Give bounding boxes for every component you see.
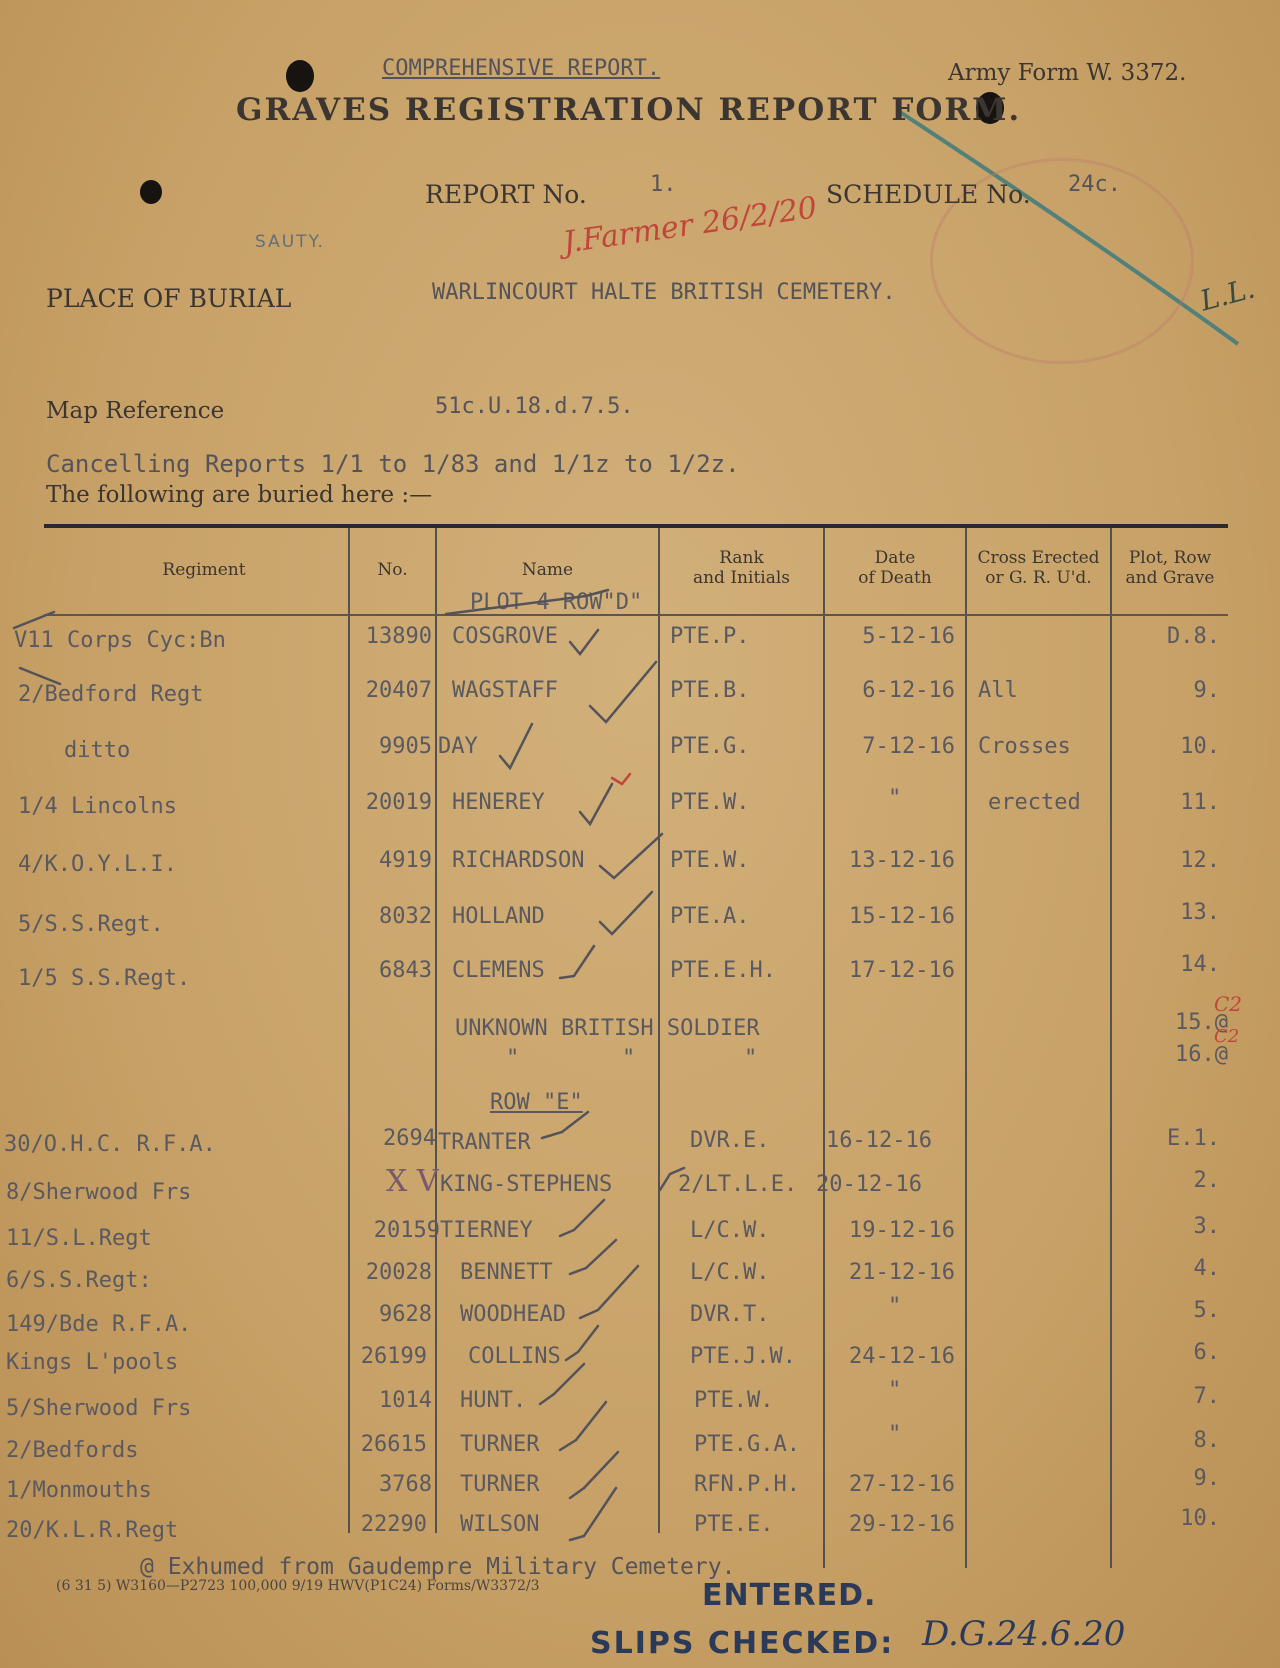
- slips-checked-initials: D.G.24.6.20: [922, 1614, 1126, 1654]
- date-cell: ": [888, 1378, 902, 1403]
- name-cell: WILSON: [460, 1512, 540, 1537]
- grave-cell: 3.: [1193, 1214, 1220, 1239]
- rank-cell: DVR.E.: [690, 1128, 770, 1153]
- name-cell: TURNER: [460, 1472, 540, 1497]
- grave-cell: 16.@: [1175, 1042, 1228, 1067]
- regiment-cell: 149/Bde R.F.A.: [6, 1312, 192, 1337]
- header-rank-line2: and Initials: [692, 568, 791, 588]
- name-cell: TURNER: [460, 1432, 540, 1457]
- date-cell: 15-12-16: [849, 904, 955, 929]
- grave-cell: 7.: [1193, 1384, 1220, 1409]
- entered-stamp: ENTERED.: [702, 1578, 877, 1613]
- rank-cell: PTE.W.: [670, 848, 750, 873]
- name-cell: WOODHEAD: [460, 1302, 566, 1327]
- red-pencil-signature: J.Farmer 26/2/20: [560, 190, 820, 261]
- number-cell: 9628: [379, 1302, 432, 1327]
- number-cell: 20019: [365, 790, 432, 815]
- regiment-cell: 2/Bedfords: [6, 1438, 139, 1463]
- rank-cell: PTE.J.W.: [690, 1344, 796, 1369]
- date-cell: 6-12-16: [862, 678, 955, 703]
- rank-cell: PTE.A.: [670, 904, 750, 929]
- grave-cell: 13.: [1180, 900, 1220, 925]
- rank-cell: PTE.E.: [694, 1512, 774, 1537]
- name-cell: HENEREY: [452, 790, 545, 815]
- name-cell: COLLINS: [468, 1344, 561, 1369]
- name-cell: TRANTER: [438, 1130, 531, 1155]
- following-buried-line: The following are buried here :—: [46, 482, 433, 508]
- date-cell: 7-12-16: [862, 734, 955, 759]
- schedule-number-label: SCHEDULE No.: [826, 180, 1031, 209]
- report-number-value: 1.: [650, 172, 677, 197]
- handwritten-initials: L.L.: [1196, 271, 1259, 318]
- exhumed-footnote: @ Exhumed from Gaudempre Military Cemetery.: [140, 1554, 736, 1580]
- regiment-cell: 2/Bedford Regt: [18, 682, 204, 707]
- date-cell: 17-12-16: [849, 958, 955, 983]
- grave-cell: 12.: [1180, 848, 1220, 873]
- date-cell: 16-12-16: [826, 1128, 932, 1153]
- regiment-cell: 11/S.L.Regt: [6, 1226, 152, 1251]
- report-number-label: REPORT No.: [425, 180, 587, 209]
- regiment-cell: 4/K.O.Y.L.I.: [18, 852, 177, 877]
- number-cell: 1014: [379, 1388, 432, 1413]
- rank-cell: PTE.W.: [694, 1388, 774, 1413]
- name-cell: HOLLAND: [452, 904, 545, 929]
- unknown-soldier-line: UNKNOWN BRITISH SOLDIER: [455, 1016, 760, 1041]
- grave-cell: 9.: [1193, 1466, 1220, 1491]
- date-cell: 19-12-16: [849, 1218, 955, 1243]
- date-cell: ": [888, 786, 902, 811]
- number-cell: 13890: [365, 624, 432, 649]
- number-cell: 26615: [360, 1432, 427, 1457]
- rank-cell: L/C.W.: [690, 1260, 770, 1285]
- rank-cell: PTE.P.: [670, 624, 750, 649]
- date-cell: 13-12-16: [849, 848, 955, 873]
- form-title: GRAVES REGISTRATION REPORT FORM.: [236, 92, 1022, 128]
- date-cell: ": [888, 1294, 902, 1319]
- cancelling-reports-line: Cancelling Reports 1/1 to 1/83 and 1/1z to 1/2z.: [46, 450, 740, 478]
- rank-cell: 2/LT.L.E.: [678, 1172, 798, 1197]
- rank-cell: PTE.E.H.: [670, 958, 776, 983]
- grave-cell: 5.: [1193, 1298, 1220, 1323]
- regiment-cell: 1/4 Lincolns: [18, 794, 177, 819]
- name-cell: HUNT.: [460, 1388, 527, 1413]
- regiment-cell: 30/O.H.C. R.F.A.: [4, 1132, 216, 1157]
- regiment-cell: 5/Sherwood Frs: [6, 1396, 192, 1421]
- grave-cell: 14.: [1180, 952, 1220, 977]
- grave-cell: D.8.: [1167, 624, 1220, 649]
- grave-cell: E.1.: [1167, 1126, 1220, 1151]
- number-cell: 20159: [373, 1218, 440, 1243]
- grave-cell: 2.: [1193, 1168, 1220, 1193]
- header-date-line2: of Death: [858, 568, 932, 588]
- header-number: No.: [377, 560, 408, 580]
- cross-cell: Crosses: [978, 734, 1071, 759]
- grave-cell: 11.: [1180, 790, 1220, 815]
- grave-cell: 4.: [1193, 1256, 1220, 1281]
- army-form-number: Army Form W. 3372.: [948, 60, 1187, 86]
- schedule-number-value: 24c.: [1068, 172, 1121, 197]
- rank-cell: PTE.G.A.: [694, 1432, 800, 1457]
- regiment-cell: 8/Sherwood Frs: [6, 1180, 192, 1205]
- regiment-cell: 20/K.L.R.Regt: [6, 1518, 179, 1543]
- name-cell: COSGROVE: [452, 624, 558, 649]
- regiment-cell: 1/5 S.S.Regt.: [18, 966, 191, 991]
- date-cell: 27-12-16: [849, 1472, 955, 1497]
- grave-cell: 9.: [1193, 678, 1220, 703]
- regiment-cell: 1/Monmouths: [6, 1478, 152, 1503]
- red-c2-mark: C2: [1214, 992, 1243, 1016]
- number-cell: 8032: [379, 904, 432, 929]
- place-of-burial-value: WARLINCOURT HALTE BRITISH CEMETERY.: [432, 280, 896, 305]
- printer-imprint: (6 31 5) W3160—P2723 100,000 9/19 HWV(P1C24) Forms/W3372/3: [56, 1578, 540, 1594]
- cross-cell: All: [978, 678, 1018, 703]
- map-reference-label: Map Reference: [46, 398, 225, 424]
- rank-cell: L/C.W.: [690, 1218, 770, 1243]
- header-name: Name: [521, 560, 574, 580]
- name-cell: CLEMENS: [452, 958, 545, 983]
- grave-cell: 6.: [1193, 1340, 1220, 1365]
- regiment-cell: 6/S.S.Regt:: [6, 1268, 152, 1293]
- header-plot-line2: and Grave: [1125, 568, 1215, 588]
- header-rank-line1: Rank: [719, 548, 764, 568]
- date-cell: 29-12-16: [849, 1512, 955, 1537]
- name-cell: RICHARDSON: [452, 848, 585, 873]
- ditto-mark: ": [506, 1046, 520, 1071]
- rank-cell: PTE.W.: [670, 790, 750, 815]
- date-cell: 20-12-16: [816, 1172, 922, 1197]
- ditto-mark: ": [744, 1046, 758, 1071]
- number-cell: 26199: [360, 1344, 427, 1369]
- rank-cell: PTE.B.: [670, 678, 750, 703]
- header-plot-line1: Plot, Row: [1128, 548, 1212, 568]
- name-cell: KING-STEPHENS: [440, 1172, 613, 1197]
- grave-cell: 8.: [1193, 1428, 1220, 1453]
- number-cell: 20407: [365, 678, 432, 703]
- ditto-mark: ": [622, 1046, 636, 1071]
- handwritten-x-mark: X V: [386, 1164, 439, 1199]
- name-cell: WAGSTAFF: [452, 678, 558, 703]
- place-of-burial-label: PLACE OF BURIAL: [46, 284, 292, 313]
- date-cell: 5-12-16: [862, 624, 955, 649]
- slips-checked-stamp: SLIPS CHECKED:: [590, 1626, 895, 1661]
- red-c2-mark: C2: [1214, 1026, 1240, 1047]
- rank-cell: RFN.P.H.: [694, 1472, 800, 1497]
- grave-cell: 10.: [1180, 734, 1220, 759]
- report-heading: COMPREHENSIVE REPORT.: [382, 56, 661, 81]
- rank-cell: DVR.T.: [690, 1302, 770, 1327]
- number-cell: 2694: [383, 1126, 436, 1151]
- number-cell: 22290: [360, 1512, 427, 1537]
- row-e-label: ROW "E": [490, 1090, 583, 1115]
- date-cell: 24-12-16: [849, 1344, 955, 1369]
- header-regiment: Regiment: [162, 560, 246, 580]
- regiment-cell: 5/S.S.Regt.: [18, 912, 164, 937]
- header-cross-line2: or G. R. U'd.: [985, 568, 1092, 588]
- number-cell: 4919: [379, 848, 432, 873]
- map-reference-value: 51c.U.18.d.7.5.: [435, 394, 634, 419]
- regiment-cell: Kings L'pools: [6, 1350, 179, 1375]
- regiment-cell: ditto: [64, 738, 131, 763]
- grave-cell: 15.@: [1175, 1010, 1228, 1035]
- date-cell: ": [888, 1422, 902, 1447]
- rank-cell: PTE.G.: [670, 734, 750, 759]
- plot-4-row-d-label: PLOT 4 ROW"D": [470, 590, 643, 615]
- number-cell: 20028: [365, 1260, 432, 1285]
- header-cross-line1: Cross Erected: [977, 548, 1100, 568]
- cross-cell: erected: [988, 790, 1081, 815]
- number-cell: 3768: [379, 1472, 432, 1497]
- date-cell: 21-12-16: [849, 1260, 955, 1285]
- handwritten-sauty-note: SAUTY.: [255, 232, 325, 252]
- name-cell: TIERNEY: [440, 1218, 533, 1243]
- name-cell: DAY: [438, 734, 478, 759]
- number-cell: 6843: [379, 958, 432, 983]
- header-date-line1: Date: [874, 548, 916, 568]
- number-cell: 9905: [379, 734, 432, 759]
- grave-cell: 10.: [1180, 1506, 1220, 1531]
- regiment-cell: V11 Corps Cyc:Bn: [14, 628, 226, 653]
- name-cell: BENNETT: [460, 1260, 553, 1285]
